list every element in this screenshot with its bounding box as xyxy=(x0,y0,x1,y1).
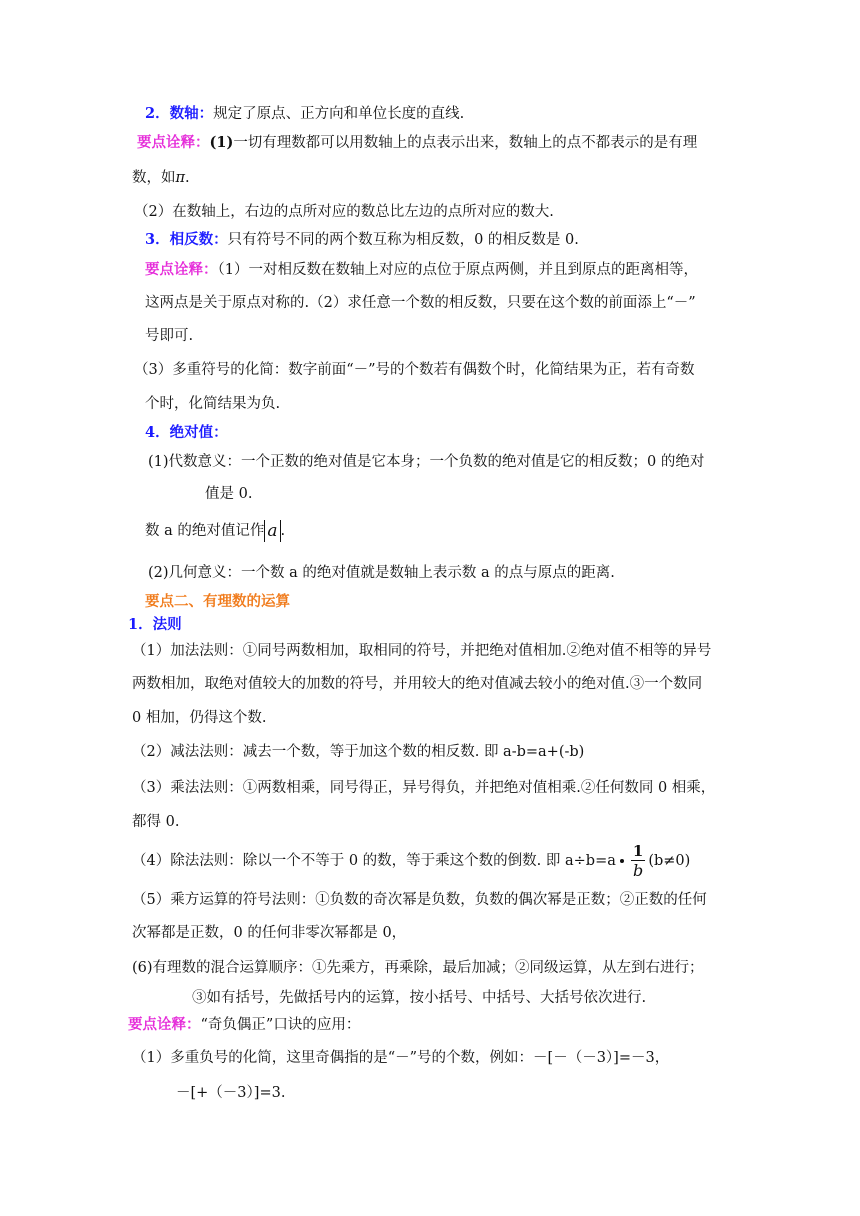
div-rule xyxy=(132,841,690,881)
section-3-definition: 只有符号不同的两个数互称为相反数，0 的相反数是 0. xyxy=(227,232,579,248)
note-1-num: (1) xyxy=(209,134,234,151)
section-2-term: 数轴： xyxy=(169,105,214,122)
fraction-denominator: b xyxy=(632,860,644,880)
mix-rule-b: ③如有括号，先做括号内的运算，按小括号、中括号、大括号依次进行. xyxy=(192,990,647,1006)
sub-rule-formula: +(-b) xyxy=(546,744,585,760)
abs-algebraic-a: (1)代数意义：一个正数的绝对值是它本身；一个负数的绝对值是它的相反数；0 的绝对 xyxy=(148,454,705,470)
note-1-text-b: 数，如 xyxy=(132,170,176,186)
section-3-line xyxy=(145,230,579,250)
mix-rule-a: (6)有理数的混合运算顺序：①先乘方，再乘除，最后加减；②同级运算，从左到右进行； xyxy=(132,960,704,976)
div-rule-condition: (b≠0) xyxy=(648,853,691,869)
rules-subheading: 1．法则 xyxy=(128,616,182,633)
div-rule-text: （4）除法法则：除以一个不等于 0 的数，等于乘这个数的倒数. 即 a÷b=a xyxy=(132,853,616,869)
note-3-line-a xyxy=(145,260,698,280)
note-3-line-d: （3）多重符号的化简：数字前面“－”号的个数若有偶数个时，化简结果为正，若有奇数 xyxy=(134,362,695,378)
section-4-line xyxy=(145,423,228,443)
abs-algebraic-b: 值是 0. xyxy=(205,486,253,502)
note-4-p1b: －[+（－3）]=3. xyxy=(176,1085,286,1101)
add-rule-a: （1）加法法则：①同号两数相加，取相同的符号，并把绝对值相加.②绝对值不相等的异号 xyxy=(132,643,712,659)
abs-value-expression: a xyxy=(264,520,280,542)
note-4-line xyxy=(128,1015,360,1035)
abs-notation xyxy=(145,520,285,542)
note-4-p1a: （1）多重负号的化简，这里奇偶指的是“－”号的个数，例如：－[－（－3）]=－3， xyxy=(132,1050,670,1066)
sub-rule xyxy=(132,742,584,762)
part-2-heading: 要点二、有理数的运算 xyxy=(145,593,290,610)
section-4-number: 4． xyxy=(145,424,170,441)
note-3-line-c: 号即可. xyxy=(145,328,194,344)
note-1-period: . xyxy=(185,170,190,186)
add-rule-c: 0 相加，仍得这个数. xyxy=(132,710,267,726)
reciprocal-fraction xyxy=(631,842,645,881)
note-1-line-b xyxy=(132,168,190,188)
note-3-text-a: （1）一对相反数在数轴上对应的点位于原点两侧，并且到原点的距离相等， xyxy=(217,262,698,278)
abs-notation-period: . xyxy=(280,523,286,539)
sub-rule-text: （2）减法法则：减去一个数，等于加这个数的相反数. 即 a-b=a xyxy=(132,744,547,760)
mul-rule-b: 都得 0. xyxy=(132,814,180,830)
pi-symbol: π xyxy=(175,170,186,186)
multiply-dot xyxy=(620,859,624,863)
note-2-line: （2）在数轴上，右边的点所对应的数总比左边的点所对应的数大. xyxy=(134,204,554,220)
note-label: 要点诠释： xyxy=(145,261,218,278)
add-rule-b: 两数相加，取绝对值较大的加数的符号，并用较大的绝对值减去较小的绝对值.③一个数同 xyxy=(132,676,703,692)
section-2-definition: 规定了原点、正方向和单位长度的直线. xyxy=(213,106,465,122)
note-4-text: “奇负偶正”口诀的应用： xyxy=(200,1017,361,1033)
fraction-numerator: 1 xyxy=(632,841,644,860)
section-3-number: 3． xyxy=(145,231,170,248)
note-3-line-b: 这两点是关于原点对称的.（2）求任意一个数的相反数，只要在这个数的前面添上“－” xyxy=(145,295,696,311)
note-label: 要点诠释： xyxy=(137,134,210,151)
section-4-term: 绝对值： xyxy=(169,424,228,441)
note-label: 要点诠释： xyxy=(128,1016,201,1033)
section-2-line xyxy=(145,104,464,124)
section-2-number: 2． xyxy=(145,105,170,122)
abs-geometric: (2)几何意义：一个数 a 的绝对值就是数轴上表示数 a 的点与原点的距离. xyxy=(148,565,615,581)
note-3-line-e: 个时，化简结果为负. xyxy=(145,396,281,412)
abs-notation-text: 数 a 的绝对值记作 xyxy=(145,523,265,539)
note-1-text: 一切有理数都可以用数轴上的点表示出来，数轴上的点不都表示的是有理 xyxy=(233,135,698,151)
pow-rule-a: （5）乘方运算的符号法则：①负数的奇次幂是负数，负数的偶次幂是正数；②正数的任何 xyxy=(132,892,707,908)
note-1-line-a xyxy=(137,133,697,153)
mul-rule-a: （3）乘法法则：①两数相乘，同号得正，异号得负，并把绝对值相乘.②任何数同 0 相乘， xyxy=(132,780,716,796)
section-3-term: 相反数： xyxy=(169,231,228,248)
pow-rule-b: 次幂都是正数，0 的任何非零次幂都是 0， xyxy=(132,925,407,941)
